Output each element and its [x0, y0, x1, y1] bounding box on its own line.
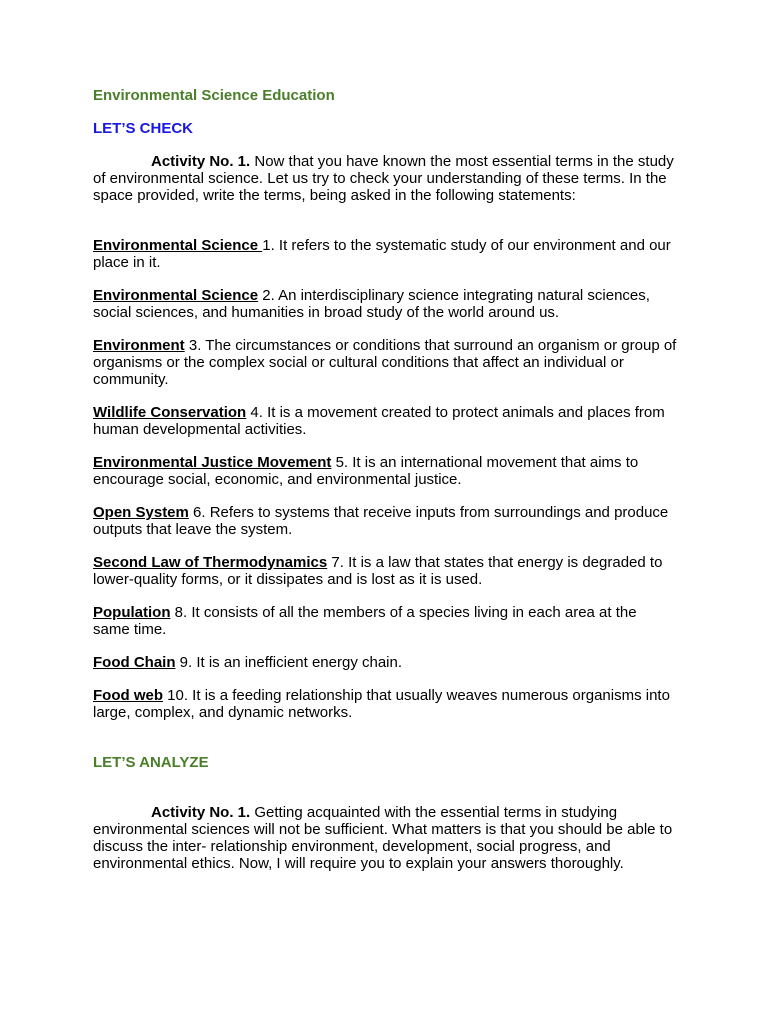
check-item-7: [93, 554, 677, 588]
check-item-term: Environmental Justice Movement: [93, 454, 332, 471]
check-item-statement: 2. An interdisciplinary science integrating natural sciences, social sciences, and humanities in broad study of the world around us.: [93, 287, 650, 321]
check-item-4: [93, 404, 677, 438]
check-item-2: [93, 287, 677, 321]
check-item-statement: 8. It consists of all the members of a species living in each area at the same time.: [93, 604, 637, 638]
document-body: [93, 87, 677, 872]
check-item-statement: 3. The circumstances or conditions that surround an organism or group of organisms or the complex social or cultural conditions that affect an individual or community.: [93, 337, 677, 388]
activity-label: Activity No. 1.: [151, 804, 251, 821]
check-item-6: [93, 504, 677, 538]
check-item-statement: 4. It is a movement created to protect animals and places from human developmental activities.: [93, 404, 665, 438]
check-item-statement: 1. It refers to the systematic study of our environment and our place in it.: [93, 237, 671, 271]
activity-text: Getting acquainted with the essential terms in studying environmental sciences will not be sufficient. What matters is that you should be able to discuss the inter- relationship environment, development, social progress, and environmental ethics. Now, I will require you to explain your answers thoroughly.: [93, 804, 673, 872]
check-item-term: Food Chain: [93, 654, 176, 671]
check-item-term: Environment: [93, 337, 185, 354]
check-item-8: [93, 604, 677, 638]
check-item-term: Environmental Science: [93, 287, 259, 304]
check-item-10: [93, 687, 677, 721]
activity-label: Activity No. 1.: [151, 153, 251, 170]
check-item-9: [93, 654, 677, 671]
check-item-statement: 10. It is a feeding relationship that usually weaves numerous organisms into large, complex, and dynamic networks.: [93, 687, 670, 721]
check-item-term: Open System: [93, 504, 189, 521]
check-item-3: [93, 337, 677, 388]
check-item-term: Environmental Science: [93, 237, 263, 254]
document-title: Environmental Science Education: [93, 87, 335, 104]
lets-analyze-heading: LET’S ANALYZE: [93, 754, 209, 771]
check-item-term: Second Law of Thermodynamics: [93, 554, 328, 571]
lets-analyze-activity-paragraph: [93, 804, 677, 872]
check-item-statement: 5. It is an international movement that aims to encourage social, economic, and environmental justice.: [93, 454, 639, 488]
check-item-statement: 7. It is a law that states that energy is degraded to lower-quality forms, or it dissipates and is lost as it is used.: [93, 554, 663, 588]
lets-check-activity-paragraph: [93, 153, 677, 204]
lets-check-heading: LET’S CHECK: [93, 120, 194, 137]
check-item-term: Wildlife Conservation: [93, 404, 247, 421]
check-item-term: Population: [93, 604, 171, 621]
check-item-1: [93, 237, 677, 271]
check-item-statement: 6. Refers to systems that receive inputs from surroundings and produce outputs that leave the system.: [93, 504, 669, 538]
check-item-term: Food web: [93, 687, 163, 704]
activity-text: Now that you have known the most essential terms in the study of environmental science. Let us try to check your understanding of these terms. In the space provided, write the terms, being asked in the following statements:: [93, 153, 674, 204]
check-item-5: [93, 454, 677, 488]
check-item-statement: 9. It is an inefficient energy chain.: [175, 654, 403, 671]
